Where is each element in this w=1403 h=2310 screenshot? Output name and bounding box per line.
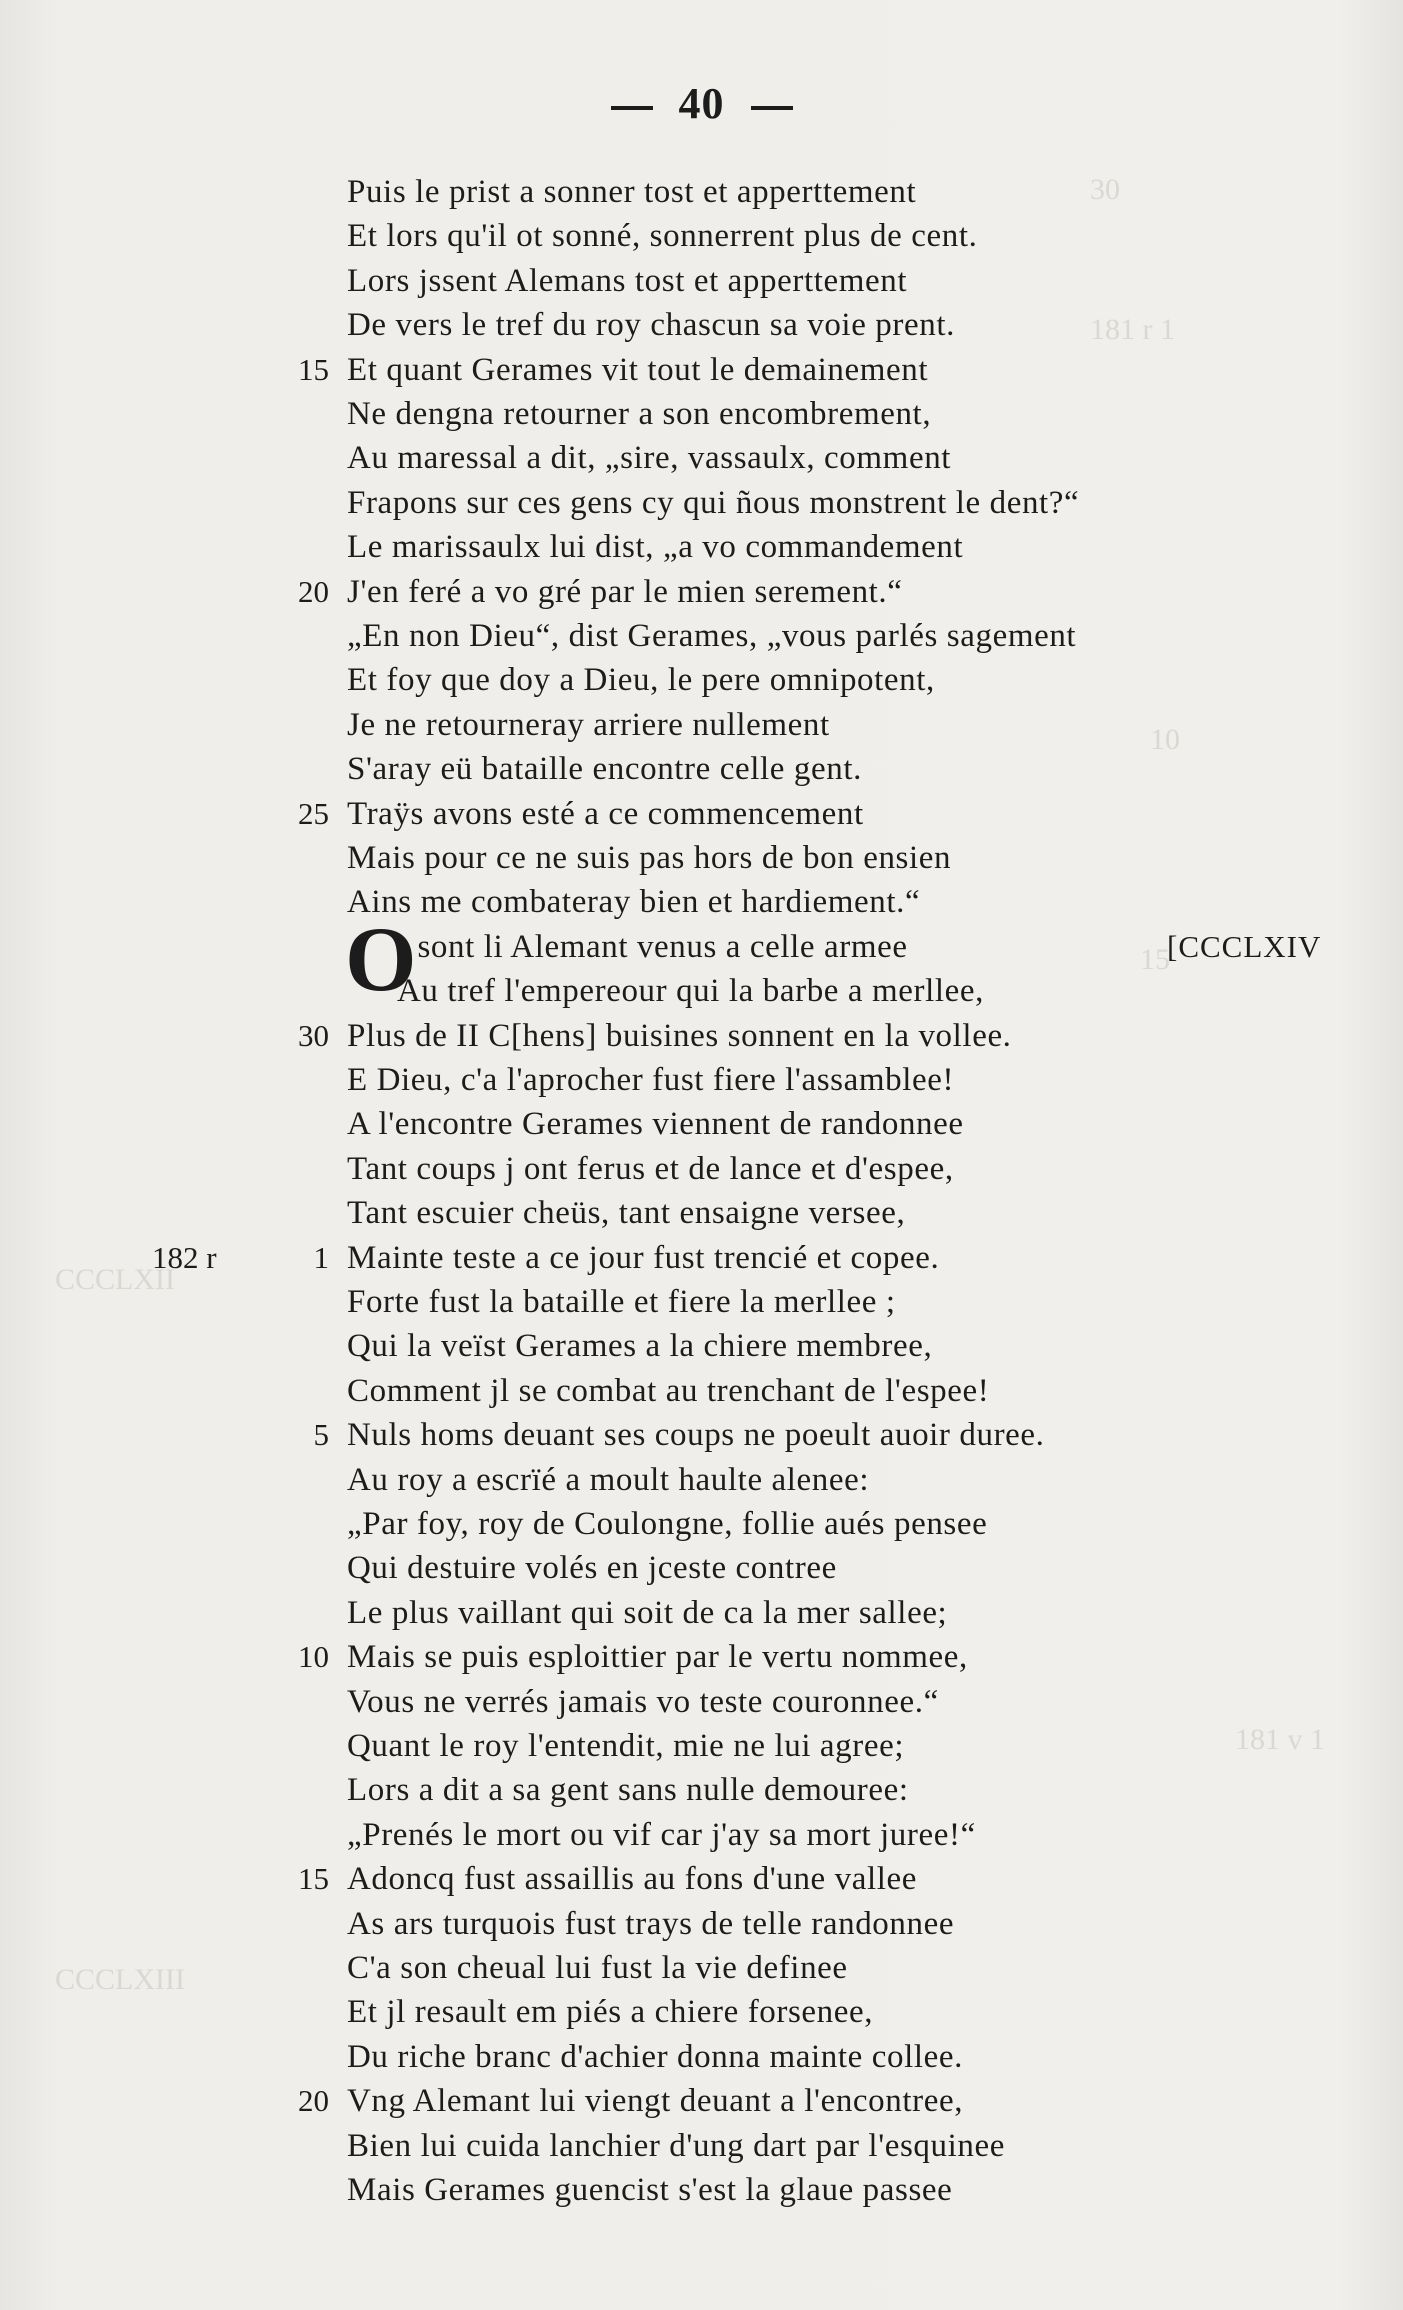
page-number: 40	[678, 79, 725, 128]
verse-line: Ne dengna retourner a son encombrement,	[347, 396, 932, 432]
line-number: 30	[298, 1018, 329, 1053]
verse-line: Du riche branc d'achier donna mainte collee.	[347, 2039, 963, 2075]
bleed-through-text: 15	[1140, 943, 1170, 976]
bleed-through-text: CCCLXIII	[55, 1963, 185, 1996]
bleed-through-text: 181 r 1	[1090, 313, 1175, 346]
verse-line: Le marissaulx lui dist, „a vo commandement	[347, 529, 964, 565]
verse-line: Vous ne verrés jamais vo teste couronnee.“	[347, 1684, 939, 1720]
verse-line: Traÿs avons esté a ce commencement	[347, 796, 864, 832]
line-number: 20	[298, 574, 329, 609]
drop-cap-initial: O	[345, 908, 417, 1010]
verse-line: Vng Alemant lui viengt deuant a l'encontree,	[347, 2083, 964, 2119]
verse-line: „Prenés le mort ou vif car j'ay sa mort juree!“	[347, 1817, 976, 1853]
verse-line: Qui destuire volés en jceste contree	[347, 1550, 837, 1586]
verse-line: Au roy a escrïé a moult haulte alenee:	[347, 1462, 870, 1498]
verse-line: „En non Dieu“, dist Gerames, „vous parlés sagement	[347, 618, 1077, 654]
page-header	[0, 78, 1403, 129]
verse-line: E Dieu, c'a l'aprocher fust fiere l'assamblee!	[347, 1062, 955, 1098]
verse-line: Et jl resault em piés a chiere forsenee,	[347, 1994, 874, 2030]
header-dash-left	[611, 106, 653, 110]
verse-line: Adoncq fust assaillis au fons d'une vallee	[347, 1861, 918, 1897]
verse-line: Tant coups j ont ferus et de lance et d'espee,	[347, 1151, 954, 1187]
header-dash-right	[751, 106, 793, 110]
verse-line: Puis le prist a sonner tost et apperttement	[347, 174, 917, 210]
verse-line: Et foy que doy a Dieu, le pere omnipotent,	[347, 662, 935, 698]
verse-line: Lors a dit a sa gent sans nulle demouree:	[347, 1772, 909, 1808]
verse-line: De vers le tref du roy chascun sa voie prent.	[347, 307, 955, 343]
verse-line: Ains me combateray bien et hardiement.“	[347, 884, 921, 920]
verse-line: Quant le roy l'entendit, mie ne lui agree;	[347, 1728, 905, 1764]
verse-line: C'a son cheual lui fust la vie definee	[347, 1950, 848, 1986]
verse-line: Nuls homs deuant ses coups ne poeult auoir duree.	[347, 1417, 1045, 1453]
verse-line: Plus de II C[hens] buisines sonnent en la vollee.	[347, 1018, 1012, 1054]
verse-line: S'aray eü bataille encontre celle gent.	[347, 751, 862, 787]
folio-reference: 182 r	[152, 1240, 217, 1275]
line-number: 1	[313, 1240, 329, 1275]
bleed-through-text: 10	[1150, 723, 1180, 756]
verse-line: „Par foy, roy de Coulongne, follie aués pensee	[347, 1506, 988, 1542]
line-number: 15	[298, 352, 329, 387]
bleed-through-text: 30	[1090, 173, 1120, 206]
verse-line: A l'encontre Gerames viennent de randonnee	[347, 1106, 964, 1142]
verse-line: Au tref l'empereour qui la barbe a merllee,	[397, 973, 984, 1009]
verse-line: Le plus vaillant qui soit de ca la mer sallee;	[347, 1595, 948, 1631]
verse-line: Forte fust la bataille et fiere la merllee ;	[347, 1284, 896, 1320]
verse-line: J'en feré a vo gré par le mien serement.“	[347, 574, 903, 610]
line-number: 25	[298, 796, 329, 831]
verse-line: As ars turquois fust trays de telle randonnee	[347, 1906, 955, 1942]
line-number: 10	[298, 1639, 329, 1674]
bleed-through-text: CCCLXII	[55, 1263, 175, 1296]
line-number: 5	[313, 1417, 329, 1452]
verse-line: Je ne retourneray arriere nullement	[347, 707, 830, 743]
line-number: 20	[298, 2083, 329, 2118]
verse-line: Mais Gerames guencist s'est la glaue passee	[347, 2172, 953, 2208]
laisse-marker: [CCCLXIV	[1167, 929, 1322, 964]
bleed-through-text: 181 v 1	[1235, 1723, 1325, 1756]
verse-line: Frapons sur ces gens cy qui ñous monstrent le dent?“	[347, 485, 1080, 521]
verse-line: Qui la veïst Gerames a la chiere membree,	[347, 1328, 933, 1364]
verse-line: Tant escuier cheüs, tant ensaigne versee,	[347, 1195, 906, 1231]
verse-line: Comment jl se combat au trenchant de l'espee!	[347, 1373, 990, 1409]
verse-line: Mais pour ce ne suis pas hors de bon ensien	[347, 840, 952, 876]
verse-line: Lors jssent Alemans tost et apperttement	[347, 263, 908, 299]
verse-line: Mais se puis esploittier par le vertu nommee,	[347, 1639, 968, 1675]
verse-line: Et quant Gerames vit tout le demainement	[347, 352, 929, 388]
verse-line: Bien lui cuida lanchier d'ung dart par l'esquinee	[347, 2128, 1005, 2164]
verse-line: Au maressal a dit, „sire, vassaulx, comment	[347, 440, 952, 476]
verse-line: Mainte teste a ce jour fust trencié et copee.	[347, 1240, 940, 1276]
verse-line: r sont li Alemant venus a celle armee	[397, 929, 908, 965]
line-number: 15	[298, 1861, 329, 1896]
verse-line: Et lors qu'il ot sonné, sonnerrent plus de cent.	[347, 218, 978, 254]
